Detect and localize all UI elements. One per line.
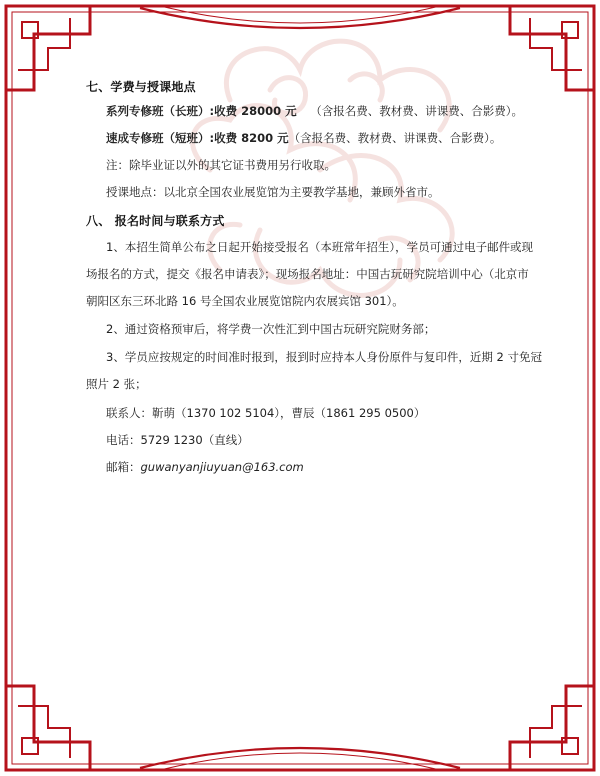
fee-short-class-name: 速成专修班（短班）: [106, 131, 210, 145]
registration-item-3-line-1: 3、学员应按规定的时间准时报到，报到时应持本人身份原件与复印件，近期 2 寸免冠: [106, 350, 542, 364]
registration-item-1-line-1: 1、本招生简单公布之日起开始接受报名（本班常年招生），学员可通过电子邮件或现: [106, 240, 534, 254]
section-heading-fees: 七、学费与授课地点: [86, 80, 196, 94]
registration-item-3-line-2: 照片 2 张；: [86, 377, 147, 391]
fee-long-class: [106, 103, 523, 119]
contact-email-row: [106, 459, 304, 475]
fee-short-class-note: （含报名费、教材费、讲课费、合影费）。: [288, 131, 502, 145]
contact-phone: 电话：5729 1230（直线）: [106, 433, 249, 447]
fee-short-class: [106, 130, 501, 146]
section-heading-registration: 八、 报名时间与联系方式: [86, 214, 225, 228]
fee-long-class-note: （含报名费、教材费、讲课费、合影费）。: [310, 104, 524, 118]
fee-long-class-name: 系列专修班（长班）: [106, 104, 210, 118]
contact-persons: 联系人：靳萌（1370 102 5104），曹辰（1861 295 0500）: [106, 406, 426, 420]
email-label: 邮箱：: [106, 460, 141, 474]
fee-short-class-price: :收费 8200 元: [209, 131, 289, 145]
email-address[interactable]: guwanyanjiuyuan@163.com: [140, 460, 304, 474]
registration-item-1-line-3: 朝阳区东三环北路 16 号全国农业展览馆院内农展宾馆 301）。: [86, 294, 404, 308]
registration-item-1-line-2: 场报名的方式，提交《报名申请表》；现场报名地址：中国古玩研究院培训中心（北京市: [86, 267, 529, 281]
fee-notice: 注：除毕业证以外的其它证书费用另行收取。: [106, 158, 336, 172]
registration-item-2: 2、通过资格预审后，将学费一次性汇到中国古玩研究院财务部；: [106, 322, 436, 336]
teaching-location: 授课地点：以北京全国农业展览馆为主要教学基地，兼顾外省市。: [106, 185, 440, 199]
fee-long-class-price: :收费 28000 元: [209, 104, 297, 118]
